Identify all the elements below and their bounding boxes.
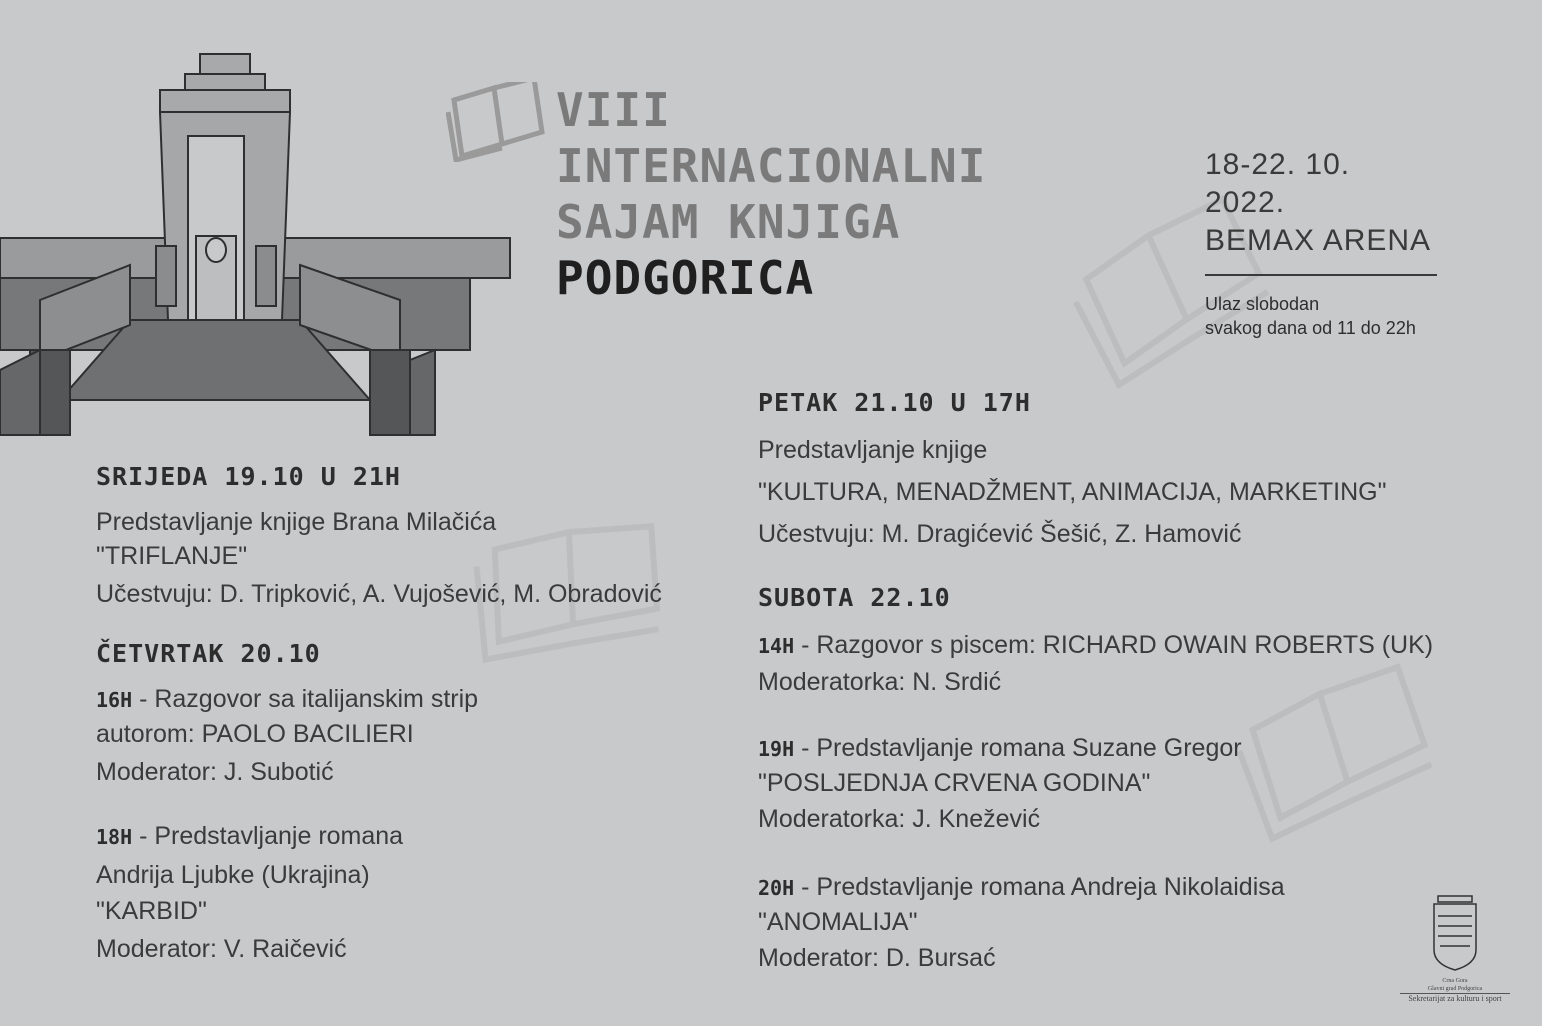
crest-country: Crna Gora [1442,978,1468,984]
open-book-icon [446,82,556,162]
monument-illustration [0,50,520,440]
entry-note-1: Ulaz slobodan [1205,294,1320,314]
day-heading-saturday: SUBOTA 22.10 [758,583,951,612]
title-edition: VIII [556,83,671,137]
event-moderator: Moderator: V. Raičević [96,935,347,963]
event-moderator: Moderator: D. Bursać [758,944,996,972]
info-block [1205,146,1437,340]
event-time: 16H [96,688,133,712]
fair-title [556,82,986,306]
event-line [758,870,1433,905]
title-city: PODGORICA [556,251,815,305]
event-text: - Predstavljanje romana [132,822,404,850]
event-line: "KULTURA, MENADŽMENT, ANIMACIJA, MARKETING" [758,478,1387,506]
day-heading-friday: PETAK 21.10 U 17H [758,388,1031,417]
entry-note-2: svakog dana od 11 do 22h [1205,318,1416,338]
crest-secretariat: Sekretarijat za kulturu i sport [1400,993,1510,1004]
city-crest [1400,892,1510,1004]
event-moderator: Moderatorka: N. Srdić [758,668,1002,696]
event-text: - Razgovor sa italijanskim strip [132,685,479,713]
crest-city: Glavni grad Podgorica [1427,986,1483,992]
event-time: 19H [758,737,795,761]
event-date: 18-22. 10. 2022. [1205,148,1351,219]
title-international: INTERNACIONALNI [556,139,987,193]
event-line: Predstavljanje knjige Brana Milačića [96,508,497,536]
event-moderator: Moderatorka: J. Knežević [758,805,1041,833]
event-participants: Učestvuju: D. Tripković, A. Vujošević, M. Obradović [96,580,662,608]
event-line: Predstavljanje knjige [758,436,988,464]
event-line [96,819,662,854]
event-line: Andrija Ljubke (Ukrajina) [96,861,370,889]
event-time: 20H [758,876,795,900]
day-heading-thursday: ČETVRTAK 20.10 [96,639,321,668]
event-time: 18H [96,825,133,849]
event-line [96,682,662,717]
event-text: - Predstavljanje romana Suzane Gregor [794,734,1242,762]
event-line: "KARBID" [96,897,207,925]
event-line [758,628,1433,663]
day-heading-wednesday: SRIJEDA 19.10 U 21H [96,462,401,491]
schedule-left [96,462,662,966]
event-text: - Predstavljanje romana Andreja Nikolaidisa [794,873,1285,901]
title-book-fair: SAJAM KNJIGA [556,195,901,249]
schedule-right [758,388,1433,975]
event-line [758,731,1433,766]
info-divider [1205,274,1437,276]
event-line: "ANOMALIJA" [758,908,918,936]
city-crest-icon [1400,892,1510,972]
event-line: "TRIFLANJE" [96,542,248,570]
event-participants: Učestvuju: M. Dragićević Šešić, Z. Hamović [758,520,1242,548]
event-moderator: Moderator: J. Subotić [96,758,334,786]
event-venue: BEMAX ARENA [1205,224,1432,257]
event-line: "POSLJEDNJA CRVENA GODINA" [758,769,1151,797]
event-line: autorom: PAOLO BACILIERI [96,720,414,748]
event-time: 14H [758,634,795,658]
event-text: - Razgovor s piscem: RICHARD OWAIN ROBERTS (UK) [794,631,1434,659]
